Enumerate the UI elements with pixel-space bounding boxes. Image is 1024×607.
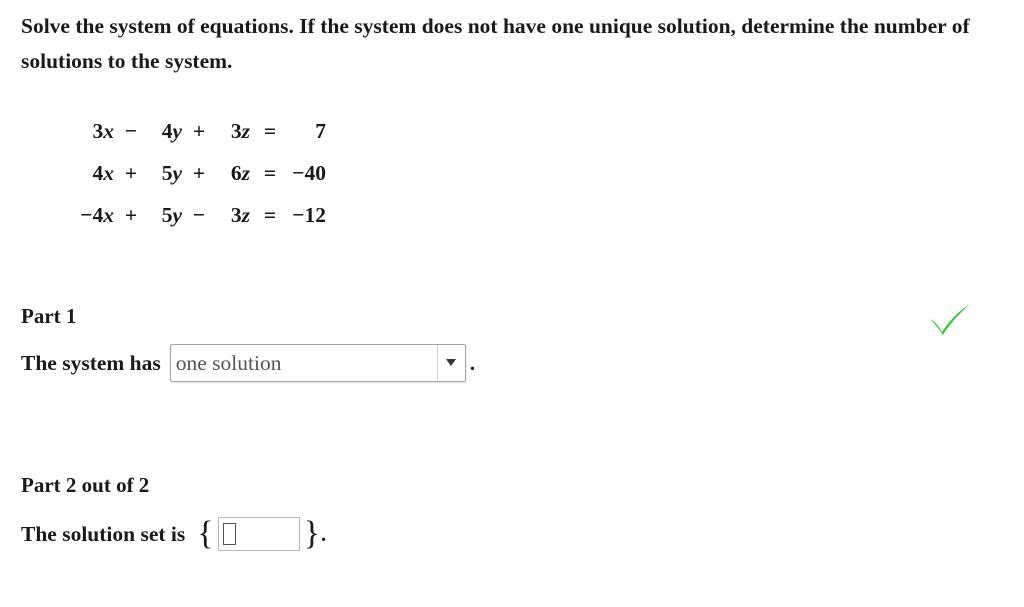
part1-label: The system has: [21, 350, 161, 375]
operator-1a: −: [124, 118, 138, 143]
operator-1b: +: [192, 118, 206, 143]
coef-x-2: 4: [92, 160, 104, 185]
var-z-1: z: [241, 118, 250, 143]
part1-title: Part 1: [21, 304, 77, 328]
part2-title: Part 2 out of 2: [21, 473, 150, 497]
part1-period: .: [469, 350, 476, 375]
part2-period: .: [320, 521, 327, 546]
equals-3: =: [263, 202, 277, 227]
equation-system: [60, 110, 326, 236]
operator-2a: +: [124, 160, 138, 185]
close-brace: }: [303, 515, 320, 552]
input-placeholder-box: [223, 523, 236, 545]
dropdown-arrow-icon[interactable]: [437, 345, 465, 381]
coef-z-2: 6: [230, 160, 242, 185]
equation-row-3: [60, 194, 326, 236]
coef-y-3: 5: [161, 202, 173, 227]
operator-3b: −: [192, 202, 206, 227]
operator-2b: +: [192, 160, 206, 185]
var-z-2: z: [241, 160, 250, 185]
var-x-3: x: [103, 202, 114, 227]
rhs-3: −12: [292, 202, 326, 227]
var-y-2: y: [172, 160, 182, 185]
problem-prompt: Solve the system of equations. If the system does not have one unique solution, determine the number of solutions to the system.: [21, 14, 970, 73]
coef-y-1: 4: [161, 118, 173, 143]
coef-x-1: 3: [92, 118, 104, 143]
checkmark-icon: [928, 302, 972, 341]
rhs-2: −40: [292, 160, 326, 185]
coef-x-3: −4: [80, 202, 104, 227]
coef-y-2: 5: [161, 160, 173, 185]
solution-count-select[interactable]: [170, 344, 466, 382]
var-z-3: z: [241, 202, 250, 227]
part1-answer-line: [21, 343, 475, 383]
equation-row-2: [60, 152, 326, 194]
equals-1: =: [263, 118, 277, 143]
equation-row-1: [60, 110, 326, 152]
part2-label: The solution set is: [21, 521, 186, 546]
coef-z-3: 3: [230, 202, 242, 227]
var-x-1: x: [103, 118, 114, 143]
solution-count-selected-value: one solution: [175, 351, 282, 375]
solution-set-input[interactable]: [218, 517, 300, 551]
coef-z-1: 3: [230, 118, 242, 143]
operator-3a: +: [124, 202, 138, 227]
equals-2: =: [263, 160, 277, 185]
open-brace: {: [197, 515, 214, 552]
var-y-1: y: [172, 118, 182, 143]
var-x-2: x: [103, 160, 114, 185]
part2-answer-line: [21, 514, 326, 554]
rhs-1: 7: [315, 118, 326, 143]
var-y-3: y: [172, 202, 182, 227]
